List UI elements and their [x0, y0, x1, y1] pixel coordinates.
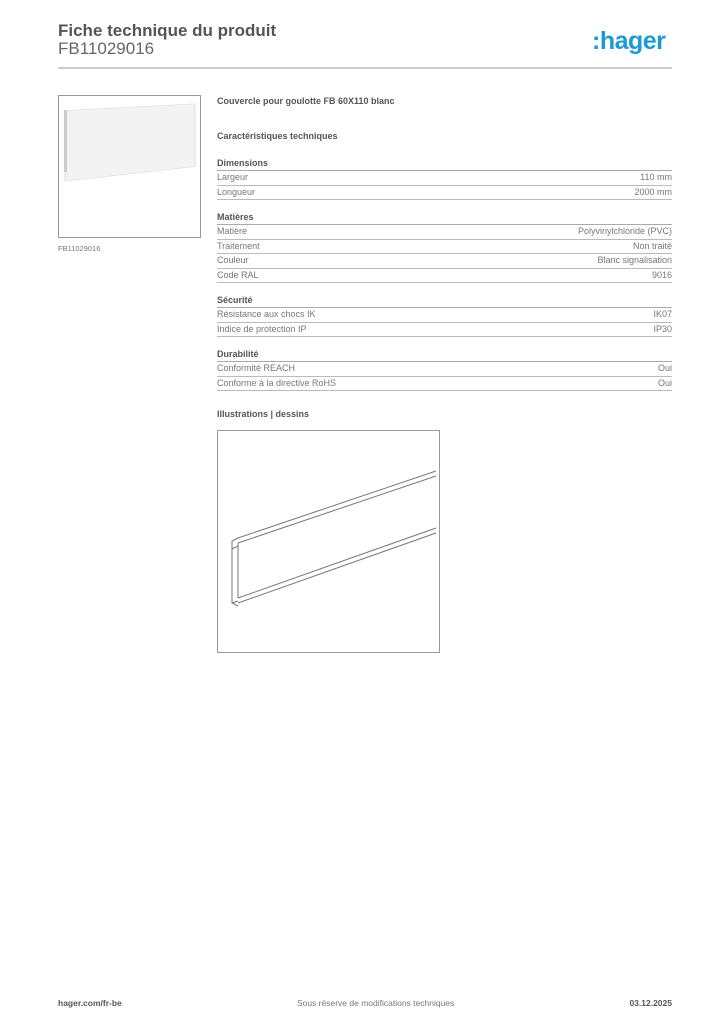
product-reference: FB11029016 [58, 39, 155, 58]
spec-label: Largeur [217, 172, 249, 182]
header-divider [58, 67, 672, 69]
spec-row [217, 308, 672, 323]
technical-drawing [217, 430, 440, 653]
illustrations-title: Illustrations | dessins [217, 409, 310, 419]
spec-label: Indice de protection IP [217, 323, 307, 334]
hager-logo: :hager [592, 27, 666, 55]
spec-value: Non traité [632, 240, 672, 251]
spec-row [217, 254, 672, 269]
page-title: Fiche technique du produit [58, 21, 277, 40]
spec-label: Résistance aux chocs IK [217, 309, 316, 319]
footer-date: 03.12.2025 [629, 998, 672, 1008]
section-title: Caractéristiques techniques [217, 131, 338, 141]
product-name: Couvercle pour goulotte FB 60X110 blanc [217, 96, 395, 106]
spec-group-title: Dimensions [217, 158, 672, 171]
spec-row [217, 225, 672, 240]
spec-section [217, 96, 672, 434]
spec-value: 9016 [651, 269, 672, 280]
spec-row [217, 186, 672, 201]
spec-label: Conformité REACH [217, 363, 296, 373]
spec-label: Matière [217, 226, 248, 236]
spec-group-title: Matières [217, 212, 672, 225]
spec-value: 2000 mm [634, 186, 672, 197]
spec-label: Longueur [217, 186, 256, 197]
spec-label: Couleur [217, 255, 249, 265]
spec-label: Code RAL [217, 269, 259, 280]
footer-website[interactable]: hager.com/fr-be [58, 998, 122, 1008]
spec-value: Oui [657, 363, 672, 373]
spec-value: IK07 [653, 309, 672, 319]
spec-value: IP30 [653, 323, 672, 334]
spec-row [217, 240, 672, 255]
spec-row [217, 323, 672, 338]
spec-row [217, 269, 672, 284]
spec-label: Traitement [217, 240, 260, 251]
product-thumbnail [58, 95, 201, 238]
spec-value: Polyvinylchloride (PVC) [577, 226, 672, 236]
thumbnail-caption: FB11029016 [58, 244, 101, 253]
spec-row [217, 171, 672, 186]
spec-value: 110 mm [640, 172, 672, 182]
spec-label: Conforme à la directive RoHS [217, 377, 337, 388]
spec-value: Oui [657, 377, 672, 388]
footer-notice: Sous réserve de modifications techniques [296, 998, 455, 1008]
footer [58, 998, 672, 1008]
spec-value: Blanc signalisation [597, 255, 672, 265]
spec-row [217, 362, 672, 377]
spec-row [217, 377, 672, 392]
spec-group-title: Sécurité [217, 295, 672, 308]
spec-group-title: Durabilité [217, 349, 672, 362]
